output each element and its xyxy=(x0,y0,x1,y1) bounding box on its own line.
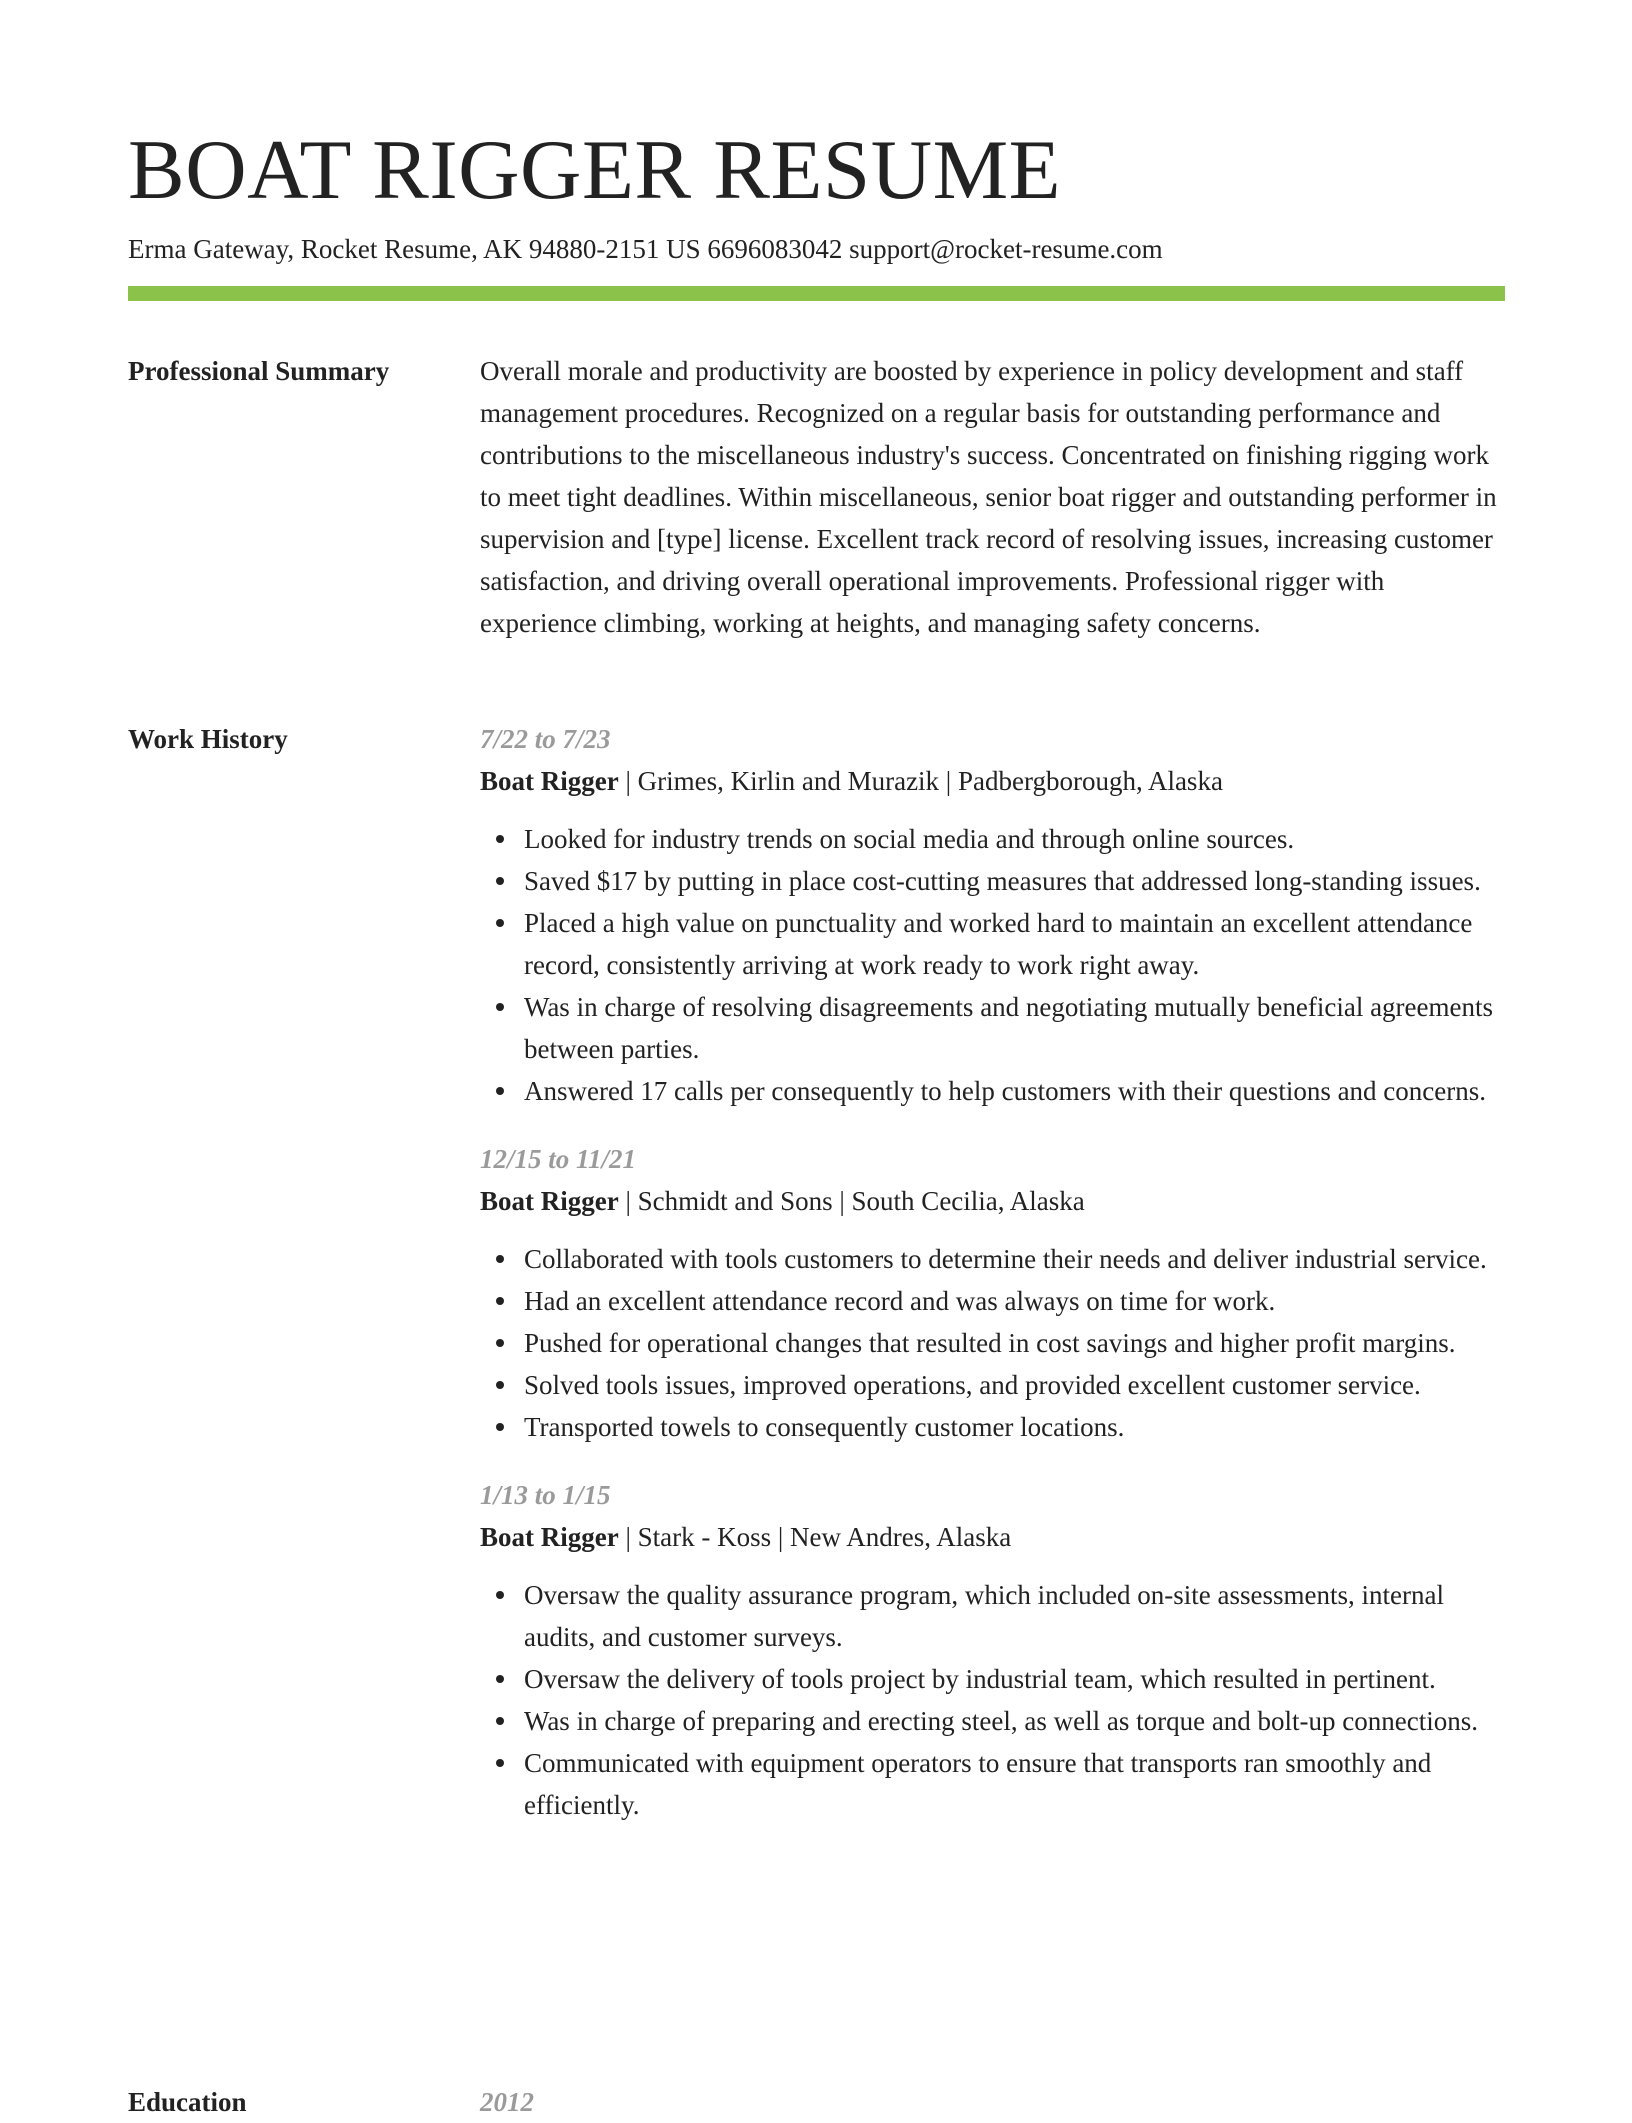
work-history-body xyxy=(480,718,1505,1852)
summary-label: Professional Summary xyxy=(128,356,390,386)
job-bullet: Had an excellent attendance record and was always on time for work. xyxy=(524,1280,1505,1322)
job-bullet: Was in charge of resolving disagreements and negotiating mutually beneficial agreements between parties. xyxy=(524,986,1505,1070)
job-details: | Schmidt and Sons | South Cecilia, Alaska xyxy=(618,1186,1085,1216)
job-title-line xyxy=(480,1516,1505,1558)
summary-body xyxy=(480,350,1505,644)
job-dates: 12/15 to 11/21 xyxy=(480,1144,637,1174)
summary-text: Overall morale and productivity are boosted by experience in policy development and staff management procedures. Recognized on a regular basis for outstanding performance and contributions to the miscellaneous industry's success. Concentrated on finishing rigging work to meet tight deadlines. Within miscellaneous, senior boat rigger and outstanding performer in supervision and [type] license. Excellent track record of resolving issues, increasing customer satisfaction, and driving overall operational improvements. Professional rigger with experience climbing, working at heights, and managing safety concerns. xyxy=(480,356,1497,638)
contact-line: Erma Gateway, Rocket Resume, AK 94880-2151 US 6696083042 support@rocket-resume.com xyxy=(128,234,1163,264)
job-bullet: Pushed for operational changes that resulted in cost savings and higher profit margins. xyxy=(524,1322,1505,1364)
education-label: Education xyxy=(128,2087,247,2117)
job-title: Boat Rigger xyxy=(480,1522,619,1552)
header-divider xyxy=(128,286,1505,301)
job-dates: 7/22 to 7/23 xyxy=(480,724,611,754)
job-bullets xyxy=(480,1574,1505,1826)
job-bullet: Communicated with equipment operators to ensure that transports ran smoothly and efficiently. xyxy=(524,1742,1505,1826)
job-entry xyxy=(480,1138,1505,1448)
job-bullets xyxy=(480,818,1505,1112)
job-bullet: Solved tools issues, improved operations, and provided excellent customer service. xyxy=(524,1364,1505,1406)
job-title: Boat Rigger xyxy=(480,766,619,796)
education-year: 2012 xyxy=(480,2087,534,2117)
job-bullet: Placed a high value on punctuality and worked hard to maintain an excellent attendance record, consistently arriving at work ready to work right away. xyxy=(524,902,1505,986)
job-bullet: Was in charge of preparing and erecting steel, as well as torque and bolt-up connections. xyxy=(524,1700,1505,1742)
work-history-label: Work History xyxy=(128,724,288,754)
job-title-line xyxy=(480,1180,1505,1222)
education-body xyxy=(480,2081,1505,2123)
job-bullet: Oversaw the delivery of tools project by industrial team, which resulted in pertinent. xyxy=(524,1658,1505,1700)
job-bullet: Looked for industry trends on social media and through online sources. xyxy=(524,818,1505,860)
job-details: | Grimes, Kirlin and Murazik | Padbergborough, Alaska xyxy=(618,766,1223,796)
job-details: | Stark - Koss | New Andres, Alaska xyxy=(618,1522,1012,1552)
resume-title: BOAT RIGGER RESUME xyxy=(128,123,1062,217)
job-entry xyxy=(480,1474,1505,1826)
job-title-line xyxy=(480,760,1505,802)
job-bullet: Collaborated with tools customers to determine their needs and deliver industrial service. xyxy=(524,1238,1505,1280)
job-bullet: Transported towels to consequently customer locations. xyxy=(524,1406,1505,1448)
job-entry xyxy=(480,718,1505,1112)
job-bullet: Oversaw the quality assurance program, which included on-site assessments, internal audits, and customer surveys. xyxy=(524,1574,1505,1658)
job-bullets xyxy=(480,1238,1505,1448)
job-title: Boat Rigger xyxy=(480,1186,619,1216)
job-bullet: Answered 17 calls per consequently to help customers with their questions and concerns. xyxy=(524,1070,1505,1112)
job-dates: 1/13 to 1/15 xyxy=(480,1480,611,1510)
job-bullet: Saved $17 by putting in place cost-cutting measures that addressed long-standing issues. xyxy=(524,860,1505,902)
